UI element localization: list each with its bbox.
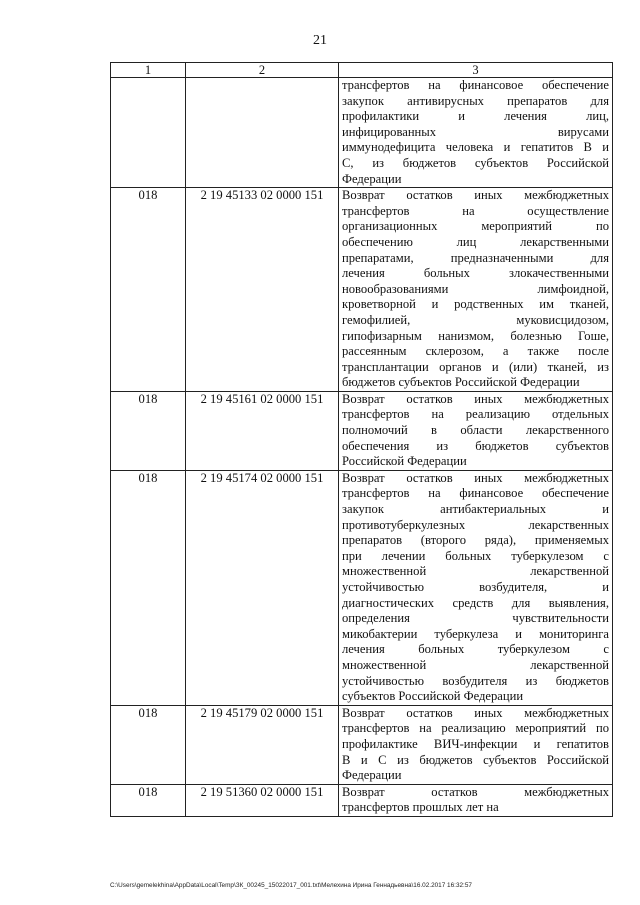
admin-code-cell: 018 (111, 784, 186, 816)
description-cell (339, 391, 613, 470)
description-line: новообразованиями лимфоидной, (342, 281, 609, 296)
description-line: инфицированных вирусами (342, 124, 609, 139)
description-line: Возврат остатков иных межбюджетных (342, 188, 609, 203)
description-line: лечения больных туберкулезом с (342, 642, 609, 657)
description-line: препаратов (второго ряда), применяемых (342, 533, 609, 548)
description-cell (339, 784, 613, 816)
description-line: кроветворной и родственных им тканей, (342, 297, 609, 312)
description-line: Возврат остатков иных межбюджетных (342, 391, 609, 406)
description-line: трансфертов прошлых лет на (342, 800, 499, 815)
table-row (111, 705, 613, 784)
description-line: трансфертов на финансовое обеспечение (342, 78, 609, 92)
description-line: В и С из бюджетов субъектов Российской (342, 752, 609, 767)
description-cell (339, 78, 613, 188)
description-line: полномочий в области лекарственного (342, 423, 609, 438)
description-line: лечения больных злокачественными (342, 266, 609, 281)
description-line: микобактерии туберкулеза и мониторинга (342, 626, 609, 641)
description-line: при лечении больных туберкулезом с (342, 548, 609, 563)
page-number: 21 (313, 33, 327, 48)
column-header: 3 (339, 63, 613, 78)
table-row (111, 188, 613, 392)
description-line: Федерации (342, 768, 402, 783)
description-line: трансфертов на осуществление (342, 203, 609, 218)
description-line: гемофилией, муковисцидозом, (342, 312, 609, 327)
description-line: препаратами, предназначенными для (342, 250, 609, 265)
description-line: профилактике ВИЧ-инфекции и гепатитов (342, 736, 609, 751)
budget-code-table (110, 62, 613, 817)
description-line: определения чувствительности (342, 611, 609, 626)
description-line: закупок антибактериальных и (342, 502, 609, 517)
description-line: противотуберкулезных лекарственных (342, 517, 609, 532)
column-header: 2 (186, 63, 339, 78)
description-line: Возврат остатков межбюджетных (342, 784, 609, 799)
table-row (111, 784, 613, 816)
table-row (111, 470, 613, 705)
description-line: закупок антивирусных препаратов для (342, 93, 609, 108)
description-line: устойчивостью возбудителя из бюджетов (342, 673, 609, 688)
description-line: Возврат остатков иных межбюджетных (342, 470, 609, 485)
table-row (111, 391, 613, 470)
description-line: трансфертов на реализацию отдельных (342, 407, 609, 422)
admin-code-cell: 018 (111, 470, 186, 705)
description-line: трансплантации органов и (или) тканей, из (342, 359, 609, 374)
description-line: бюджетов субъектов Российской Федерации (342, 375, 580, 390)
admin-code-cell: 018 (111, 188, 186, 392)
description-line: диагностических средств для выявления, (342, 595, 609, 610)
budget-classification-code-cell: 2 19 45174 02 0000 151 (186, 470, 339, 705)
description-line: иммунодефицита человека и гепатитов В и (342, 140, 609, 155)
description-line: Федерации (342, 171, 402, 186)
description-line: трансфертов на реализацию мероприятий по (342, 721, 609, 736)
table-row (111, 78, 613, 188)
budget-classification-code-cell: 2 19 45133 02 0000 151 (186, 188, 339, 392)
description-line: множественной лекарственной (342, 564, 609, 579)
description-line: устойчивостью возбудителя, и (342, 580, 609, 594)
table-header-row (111, 63, 613, 78)
description-line: Российской Федерации (342, 454, 467, 469)
description-line: трансфертов на финансовое обеспечение (342, 486, 609, 501)
description-line: гипофизарным нанизмом, болезнью Гоше, (342, 328, 609, 343)
budget-classification-code-cell: 2 19 45179 02 0000 151 (186, 705, 339, 784)
description-line: субъектов Российской Федерации (342, 689, 524, 704)
admin-code-cell: 018 (111, 391, 186, 470)
budget-classification-code-cell (186, 78, 339, 188)
budget-classification-code-cell: 2 19 51360 02 0000 151 (186, 784, 339, 816)
admin-code-cell (111, 78, 186, 188)
footer-file-path: C:\Users\gemelekhina\AppData\Local\Temp\ЗК_00245_15022017_001.txt\Мелехина Ирина Геннадьевна\16.02.2017 16:32:57 (110, 882, 472, 889)
budget-classification-code-cell: 2 19 45161 02 0000 151 (186, 391, 339, 470)
description-line: Возврат остатков иных межбюджетных (342, 705, 609, 720)
description-line: С, из бюджетов субъектов Российской (342, 155, 609, 170)
description-line: профилактики и лечения лиц, (342, 109, 609, 124)
description-cell (339, 705, 613, 784)
admin-code-cell: 018 (111, 705, 186, 784)
description-line: обеспечения из бюджетов субъектов (342, 438, 609, 453)
description-cell (339, 188, 613, 392)
description-line: множественной лекарственной (342, 657, 609, 672)
description-line: организационных мероприятий по (342, 219, 609, 234)
description-line: обеспечению лиц лекарственными (342, 234, 609, 249)
description-line: рассеянным склерозом, а также после (342, 344, 609, 359)
column-header: 1 (111, 63, 186, 78)
description-cell (339, 470, 613, 705)
